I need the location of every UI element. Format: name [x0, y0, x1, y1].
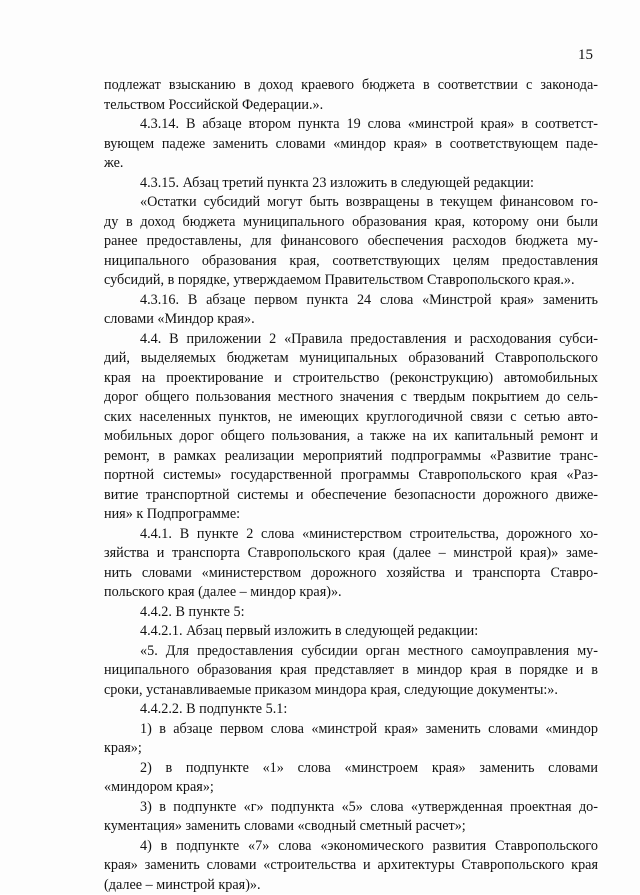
text-line: мобильных дорог общего пользования, а также на их капитальный ремонт и — [104, 427, 598, 447]
text-line: 4.3.15. Абзац третий пункта 23 изложить в следующей редакции: — [104, 174, 598, 194]
document-body — [104, 76, 598, 895]
text-line: ниципального образования края, соответствующих целям предоставления — [104, 252, 598, 272]
text-line: подлежат взысканию в доход краевого бюджета в соответствии с законода- — [104, 76, 598, 96]
text-line: края на проектирование и строительство (реконструкцию) автомобильных — [104, 369, 598, 389]
text-line: 4.4.2.1. Абзац первый изложить в следующей редакции: — [104, 622, 598, 642]
text-line: 4.4.2. В пункте 5: — [104, 603, 598, 623]
text-line: тельством Российской Федерации.». — [104, 96, 598, 116]
text-line: субсидий, в порядке, утверждаемом Правительством Ставропольского края.». — [104, 271, 598, 291]
text-line: 4.3.16. В абзаце первом пункта 24 слова «Минстрой края» заменить — [104, 291, 598, 311]
text-line: ния» к Подпрограмме: — [104, 505, 598, 525]
text-line: зяйства и транспорта Ставропольского края (далее – минстрой края)» заме- — [104, 544, 598, 564]
text-line: дий, выделяемых бюджетам муниципальных образований Ставропольского — [104, 349, 598, 369]
text-line: «Остатки субсидий могут быть возвращены в текущем финансовом го- — [104, 193, 598, 213]
text-line: 4.4.2.2. В подпункте 5.1: — [104, 700, 598, 720]
text-line: ранее предоставлены, для финансового обеспечения расходов бюджета му- — [104, 232, 598, 252]
text-line: дорог общего пользования местного значения с твердым покрытием до сель- — [104, 388, 598, 408]
text-line: 4.3.14. В абзаце втором пункта 19 слова «минстрой края» в соответст- — [104, 115, 598, 135]
text-line: 4) в подпункте «7» слова «экономического развития Ставропольского — [104, 837, 598, 857]
text-line: «5. Для предоставления субсидии орган местного самоуправления му- — [104, 642, 598, 662]
text-line: ниципального образования края представляет в миндор края в порядке и в — [104, 661, 598, 681]
text-line: края»; — [104, 739, 598, 759]
text-line: витие транспортной системы и обеспечение безопасности дорожного движе- — [104, 486, 598, 506]
text-line: ских населенных пунктов, не имеющих круглогодичной связи с сетью авто- — [104, 408, 598, 428]
text-line: 2) в подпункте «1» слова «минстроем края» заменить словами — [104, 759, 598, 779]
text-line: «миндором края»; — [104, 778, 598, 798]
text-line: же. — [104, 154, 598, 174]
text-line: (далее – минстрой края)». — [104, 876, 598, 895]
text-line: края» заменить словами «строительства и архитектуры Ставропольского края — [104, 856, 598, 876]
text-line: вующем падеже заменить словами «миндор края» в соответствующем паде- — [104, 135, 598, 155]
text-line: кументация» заменить словами «сводный сметный расчет»; — [104, 817, 598, 837]
text-line: портной системы» государственной программы Ставропольского края «Раз- — [104, 466, 598, 486]
text-line: 1) в абзаце первом слова «минстрой края» заменить словами «миндор — [104, 720, 598, 740]
text-line: сроки, устанавливаемые приказом миндора края, следующие документы:». — [104, 681, 598, 701]
page-number: 15 — [578, 47, 593, 64]
text-line: 3) в подпункте «г» подпункта «5» слова «утвержденная проектная до- — [104, 798, 598, 818]
text-line: ремонт, в рамках реализации мероприятий подпрограммы «Развитие транс- — [104, 447, 598, 467]
text-line: нить словами «министерством дорожного хозяйства и транспорта Ставро- — [104, 564, 598, 584]
text-line: 4.4. В приложении 2 «Правила предоставления и расходования субси- — [104, 330, 598, 350]
text-line: ду в доход бюджета муниципального образования края, которому они были — [104, 213, 598, 233]
text-line: 4.4.1. В пункте 2 слова «министерством строительства, дорожного хо- — [104, 525, 598, 545]
text-line: польского края (далее – миндор края)». — [104, 583, 598, 603]
text-line: словами «Миндор края». — [104, 310, 598, 330]
